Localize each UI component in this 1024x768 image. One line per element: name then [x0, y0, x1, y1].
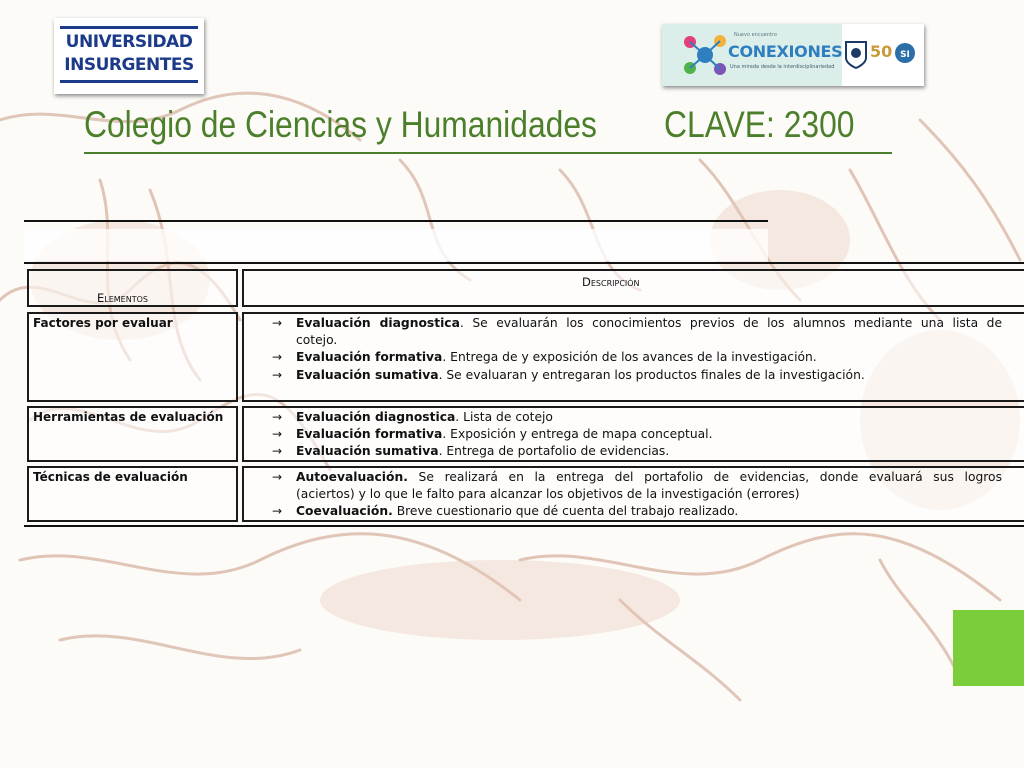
- item-text: . Lista de cotejo: [455, 410, 553, 424]
- unam-crest-icon: [844, 40, 868, 70]
- list-item-continuation: cotejo.: [296, 333, 338, 347]
- row-label-cell: [27, 406, 238, 462]
- row-label: Técnicas de evaluación: [33, 470, 188, 484]
- molecule-icon: [682, 32, 728, 78]
- logo-line-2: INSURGENTES: [64, 55, 194, 75]
- list-item: [272, 469, 1002, 486]
- list-item: [272, 349, 1024, 366]
- header-rule: [24, 262, 1024, 264]
- list-item: [272, 503, 1024, 520]
- page-title-text: Colegio de Ciencias y Humanidades: [84, 104, 597, 145]
- item-term: Evaluación formativa: [296, 427, 443, 441]
- list-item: [272, 443, 1024, 460]
- header-elementos: Elementos: [97, 291, 148, 305]
- si-circle-icon: [894, 42, 916, 64]
- item-term: Autoevaluación.: [296, 470, 408, 484]
- arrow-bullet-icon: →: [272, 410, 283, 424]
- header-cell-elementos: [27, 269, 238, 307]
- header-descripcion: Descripción: [582, 275, 640, 289]
- item-term: Evaluación sumativa: [296, 444, 439, 458]
- universidad-insurgentes-logo: [54, 18, 204, 94]
- row-label: Herramientas de evaluación: [33, 410, 224, 424]
- list-item: [272, 409, 1024, 426]
- page-title: [84, 104, 854, 146]
- arrow-bullet-icon: →: [272, 368, 283, 382]
- item-text: . Exposición y entrega de mapa conceptual.: [442, 427, 713, 441]
- item-term: Evaluación formativa: [296, 350, 443, 364]
- logo-line-1: UNIVERSIDAD: [65, 32, 193, 52]
- row-label-cell: [27, 466, 238, 522]
- top-rule: [24, 220, 768, 222]
- conexiones-tagline: Una mirada desde la interdisciplinariedad: [730, 64, 835, 70]
- item-term: Coevaluación.: [296, 504, 393, 518]
- title-underline: [84, 152, 892, 154]
- list-item: [272, 367, 1024, 384]
- row-description-cell: [242, 312, 1024, 402]
- row-label-cell: [27, 312, 238, 402]
- arrow-bullet-icon: →: [272, 470, 283, 484]
- bottom-rule: [24, 525, 1024, 527]
- arrow-bullet-icon: →: [272, 444, 283, 458]
- item-text: Breve cuestionario que dé cuenta del trabajo realizado.: [392, 504, 739, 518]
- list-item-continuation: (aciertos) y lo que le falto para alcanzar los objetivos de la investigación (errores): [296, 487, 800, 501]
- item-text: . Se evaluarán los conocimientos previos de los alumnos mediante una lista de: [459, 316, 1003, 330]
- header-cell-descripcion: [242, 269, 1024, 307]
- row-description-cell: [242, 406, 1024, 462]
- list-item: [272, 315, 1003, 332]
- item-text: Se realizará en la entrega del portafolio de evidencias, donde evaluará sus logros: [407, 470, 1002, 484]
- item-term: Evaluación diagnostica: [296, 316, 460, 330]
- item-text: . Entrega de y exposición de los avances de la investigación.: [442, 350, 817, 364]
- conexiones-name: CONEXIONES: [728, 42, 843, 61]
- item-term: Evaluación sumativa: [296, 368, 439, 382]
- arrow-bullet-icon: →: [272, 316, 283, 330]
- arrow-bullet-icon: →: [272, 427, 283, 441]
- row-description-cell: [242, 466, 1024, 522]
- green-accent-block: [953, 610, 1024, 686]
- list-item: [272, 426, 1024, 443]
- item-text: . Se evaluaran y entregaran los productos finales de la investigación.: [438, 368, 865, 382]
- row-label: Factores por evaluar: [33, 316, 173, 330]
- anniversary-badge: 50: [870, 42, 893, 61]
- arrow-bullet-icon: →: [272, 350, 283, 364]
- conexiones-top-text: Nuevo encuentro: [734, 32, 777, 38]
- arrow-bullet-icon: →: [272, 504, 283, 518]
- conexiones-logo: [662, 24, 924, 86]
- blank-header-band: [24, 229, 768, 261]
- clave-text: CLAVE: 2300: [664, 104, 855, 145]
- item-text: . Entrega de portafolio de evidencias.: [438, 444, 670, 458]
- item-term: Evaluación diagnostica: [296, 410, 456, 424]
- svg-text:SI: SI: [900, 50, 910, 60]
